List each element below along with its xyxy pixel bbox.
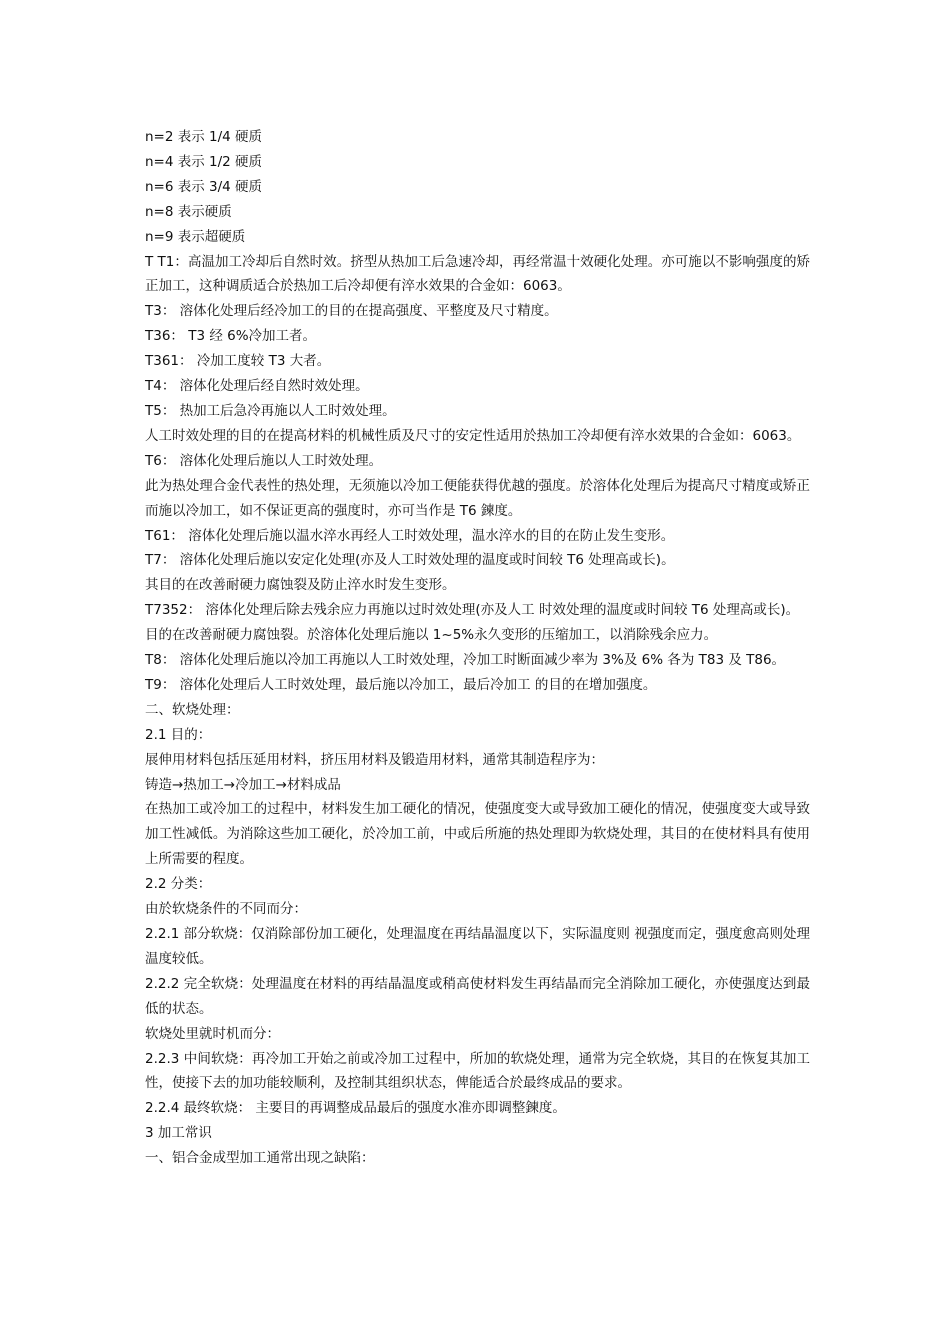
- paragraph: 在热加工或冷加工的过程中，材料发生加工硬化的情况，使强度变大或导致加工硬化的情况，使强度变大或导致加工性减低。为消除这些加工硬化，於冷加工前，中或后所施的热处理即为软烧处理，其目的在使材料具有使用上所需要的程度。: [145, 801, 810, 868]
- section-heading: 一、铝合金成型加工通常出现之缺陷：: [145, 1150, 375, 1167]
- paragraph: 2.2.3 中间软烧：再冷加工开始之前或冷加工过程中，所加的软烧处理，通常为完全软烧，其目的在恢复其加工性，使接下去的加功能较顺利，及控制其组织状态，俾能适合於最终成品的要求。: [145, 1050, 810, 1092]
- section-heading: 3 加工常识: [145, 1125, 212, 1142]
- text-line: 2.2.4 最终软烧： 主要目的再调整成品最后的强度水准亦即调整鍊度。: [145, 1100, 566, 1117]
- text-line: 目的在改善耐硬力腐蚀裂。於溶体化处理后施以 1~5%永久变形的压缩加工，以消除残余应力。: [145, 627, 718, 644]
- text-line: T8： 溶体化处理后施以冷加工再施以人工时效处理，冷加工时断面减少率为 3%及 6% 各为 T83 及 T86。: [145, 652, 786, 669]
- text-line: n=2 表示 1/4 硬质: [145, 129, 263, 145]
- text-line: 软烧处里就时机而分：: [145, 1025, 280, 1042]
- subsection-heading: 2.2 分类：: [145, 876, 212, 893]
- text-line: n=9 表示超硬质: [145, 228, 246, 245]
- paragraph: 人工时效处理的目的在提高材料的机械性质及尺寸的安定性适用於热加工冷却便有淬水效果的合金如：6063。: [145, 427, 801, 444]
- text-line: n=6 表示 3/4 硬质: [145, 178, 263, 195]
- paragraph: 2.2.2 完全软烧：处理温度在材料的再结晶温度或稍高使材料发生再结晶而完全消除加工硬化，亦使强度达到最低的状态。: [145, 975, 810, 1017]
- text-line: T7： 溶体化处理后施以安定化处理(亦及人工时效处理的温度或时间较 T6 处理高或长)。: [145, 552, 675, 569]
- paragraph: 2.2.1 部分软烧：仅消除部份加工硬化，处理温度在再结晶温度以下，实际温度则 视强度而定，强度愈高则处理温度较低。: [145, 926, 810, 967]
- text-line: 其目的在改善耐硬力腐蚀裂及防止淬水时发生变形。: [145, 577, 456, 594]
- text-line: T61： 溶体化处理后施以温水淬水再经人工时效处理，温水淬水的目的在防止发生变形。: [145, 527, 675, 544]
- text-line: n=8 表示硬质: [145, 203, 232, 220]
- text-line: 展伸用材料包括压延用材料，挤压用材料及锻造用材料，通常其制造程序为：: [145, 751, 604, 768]
- paragraph: T7352： 溶体化处理后除去残余应力再施以过时效处理(亦及人工 时效处理的温度或时间较 T6 处理高或长)。: [145, 602, 800, 619]
- text-line: T5： 热加工后急冷再施以人工时效处理。: [145, 402, 396, 419]
- text-line: T3： 溶体化处理后经冷加工的目的在提高强度、平整度及尺寸精度。: [145, 303, 558, 320]
- text-line: T36： T3 经 6%冷加工者。: [145, 328, 317, 345]
- paragraph: T T1：高温加工冷却后自然时效。挤型从热加工后急速冷却，再经常温十效硬化处理。亦可施以不影响强度的矫正加工，这种调质适合於热加工后冷却便有淬水效果的合金如：6063。: [145, 253, 810, 295]
- text-line: T6： 溶体化处理后施以人工时效处理。: [145, 452, 383, 469]
- subsection-heading: 2.1 目的：: [145, 726, 212, 743]
- document-body: [145, 125, 810, 1171]
- text-line: T361： 冷加工度较 T3 大者。: [145, 353, 331, 370]
- section-heading: 二、软烧处理：: [145, 701, 240, 718]
- text-line: n=4 表示 1/2 硬质: [145, 153, 263, 170]
- paragraph: 此为热处理合金代表性的热处理，无须施以冷加工便能获得优越的强度。於溶体化处理后为提高尺寸精度或矫正而施以冷加工，如不保证更高的强度时，亦可当作是 T6 鍊度。: [145, 477, 810, 519]
- text-line: 由於软烧条件的不同而分：: [145, 901, 307, 918]
- text-line: T4： 溶体化处理后经自然时效处理。: [145, 378, 369, 395]
- text-line: 铸造→热加工→冷加工→材料成品: [145, 776, 341, 793]
- text-line: T9： 溶体化处理后人工时效处理，最后施以冷加工，最后冷加工 的目的在增加强度。: [145, 676, 657, 693]
